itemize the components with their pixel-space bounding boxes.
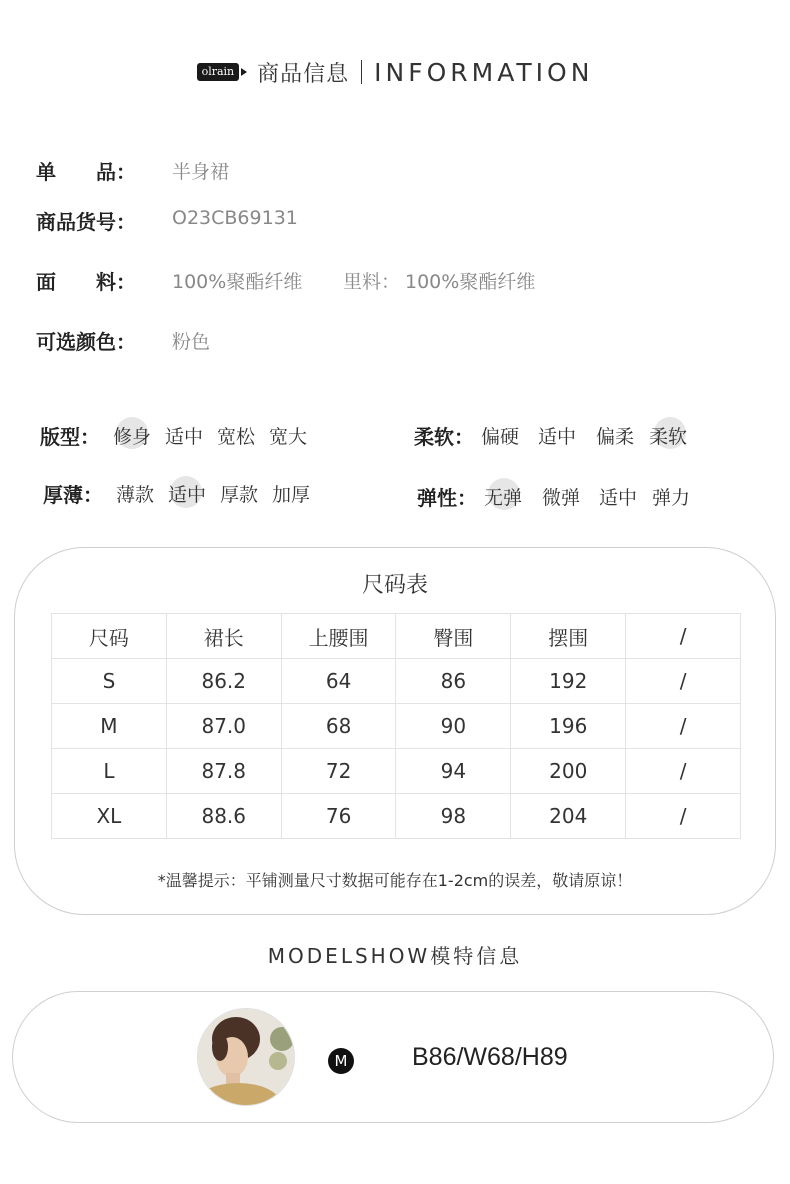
table-cell: M [52,704,167,749]
elasticity-label: 弹性： [417,486,477,510]
table-header-row [52,614,741,659]
table-cell: 86 [396,659,511,704]
table-row [52,794,741,839]
fit-option: 宽松 [217,426,256,448]
table-row [52,659,741,704]
table-cell: / [626,704,741,749]
softness-option: 适中 [538,426,577,448]
table-cell: 87.0 [166,704,281,749]
size-chart-title: 尺码表 [361,573,428,598]
code-value: O23CB69131 [172,207,298,229]
model-section-title: MODELSHOW模特信息 [267,944,523,968]
softness-option: 柔软 [649,426,688,448]
table-cell: / [626,659,741,704]
table-row [52,749,741,794]
table-cell: 98 [396,794,511,839]
table-cell: 204 [511,794,626,839]
thickness-option: 厚款 [220,484,259,506]
thickness-label: 厚薄： [43,483,103,507]
table-cell: 94 [396,749,511,794]
model-photo-icon [198,1009,294,1105]
elasticity-option: 适中 [599,487,638,509]
table-header-cell: 摆围 [511,614,626,659]
table-cell: / [626,749,741,794]
color-label: 可选颜色： [36,330,136,354]
table-cell: 200 [511,749,626,794]
item-value: 半身裙 [172,161,230,183]
table-cell: XL [52,794,167,839]
header-title-en: INFORMATION [374,57,594,87]
fit-label: 版型： [40,425,100,449]
code-label: 商品货号： [36,210,136,234]
softness-option: 偏柔 [596,426,635,448]
fit-option: 修身 [113,426,152,448]
item-label: 单 品： [36,160,136,184]
elasticity-option: 弹力 [652,487,691,509]
table-cell: L [52,749,167,794]
table-cell: / [626,794,741,839]
header-divider [361,60,362,84]
fit-option: 适中 [165,426,204,448]
table-cell: 64 [281,659,396,704]
table-header-cell: 尺码 [52,614,167,659]
fabric-value: 100%聚酯纤维 [172,271,303,293]
header-title-cn: 商品信息 [257,61,350,87]
table-cell: 86.2 [166,659,281,704]
thickness-option: 加厚 [272,484,311,506]
elasticity-option: 微弹 [542,487,581,509]
fit-option: 宽大 [269,426,308,448]
model-measurements: B86/W68/H89 [412,1043,568,1071]
brand-logo [197,63,248,81]
table-cell: 68 [281,704,396,749]
table-cell: 76 [281,794,396,839]
table-cell: 72 [281,749,396,794]
model-card [12,991,774,1123]
model-size-badge: M [328,1048,354,1074]
table-row [52,704,741,749]
fabric-label: 面 料： [36,270,136,294]
brand-logo-text: olrain [197,63,240,81]
section-header [0,52,790,92]
table-cell: S [52,659,167,704]
elasticity-option: 无弹 [484,487,523,509]
color-value: 粉色 [172,331,211,353]
lining-label: 里料： [343,271,401,293]
table-cell: 192 [511,659,626,704]
thickness-option: 薄款 [116,484,155,506]
table-cell: 87.8 [166,749,281,794]
table-header-cell: 裙长 [166,614,281,659]
table-header-cell: / [626,614,741,659]
play-arrow-icon [241,68,247,76]
softness-label: 柔软： [414,425,474,449]
softness-option: 偏硬 [481,426,520,448]
model-avatar [197,1008,295,1106]
table-header-cell: 上腰围 [281,614,396,659]
lining-value: 100%聚酯纤维 [405,271,536,293]
table-header-cell: 臀围 [396,614,511,659]
table-cell: 90 [396,704,511,749]
size-table [51,613,741,839]
measurement-tip: *温馨提示：平铺测量尺寸数据可能存在1-2cm的误差，敬请原谅！ [157,871,633,890]
thickness-option: 适中 [168,484,207,506]
table-cell: 196 [511,704,626,749]
table-cell: 88.6 [166,794,281,839]
